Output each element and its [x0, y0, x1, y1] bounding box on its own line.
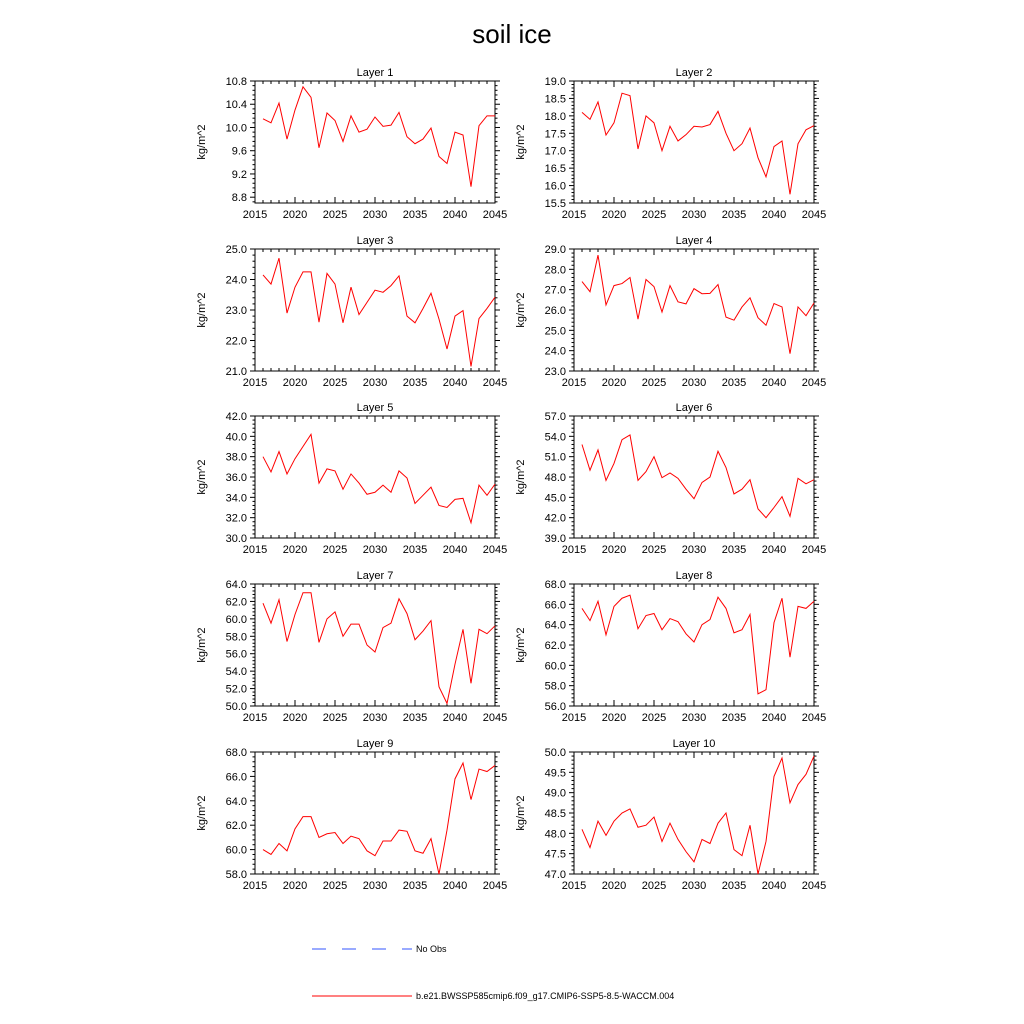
- y-tick-label: 10.0: [225, 122, 247, 135]
- y-tick-label: 48.5: [544, 808, 566, 820]
- x-tick-label: 2030: [681, 209, 707, 221]
- y-tick-label: 34.0: [225, 492, 247, 505]
- x-tick-label: 2015: [561, 544, 587, 556]
- panel-title: Layer 10: [672, 738, 716, 750]
- y-axis-label: kg/m^2: [515, 292, 527, 328]
- y-axis-label: kg/m^2: [515, 795, 527, 831]
- y-tick-label: 66.0: [225, 771, 247, 784]
- x-tick-label: 2020: [601, 377, 627, 389]
- y-tick-label: 30.0: [225, 533, 247, 545]
- y-tick-label: 23.0: [225, 305, 247, 317]
- x-tick-label: 2015: [242, 209, 268, 221]
- y-tick-label: 26.0: [544, 305, 566, 317]
- panel-layer-4: [515, 235, 826, 389]
- x-tick-label: 2020: [282, 209, 308, 221]
- y-tick-label: 62.0: [544, 640, 566, 652]
- x-tick-label: 2035: [721, 377, 747, 389]
- y-tick-label: 57.0: [544, 411, 566, 423]
- y-tick-label: 58.0: [544, 680, 566, 693]
- x-tick-label: 2035: [402, 209, 428, 221]
- y-tick-label: 62.0: [225, 820, 247, 833]
- x-tick-label: 2025: [322, 377, 348, 389]
- y-tick-label: 58.0: [225, 631, 247, 644]
- y-axis-label: kg/m^2: [196, 627, 208, 663]
- y-axis-label: kg/m^2: [515, 124, 527, 160]
- y-tick-label: 49.5: [544, 767, 566, 780]
- panel-layer-2: [515, 67, 826, 221]
- y-tick-label: 66.0: [544, 599, 566, 612]
- y-tick-label: 60.0: [225, 844, 247, 857]
- y-axis-label: kg/m^2: [196, 795, 208, 831]
- y-tick-label: 21.0: [225, 366, 247, 378]
- y-tick-label: 32.0: [225, 512, 247, 525]
- series-line: [263, 434, 495, 522]
- x-tick-label: 2035: [721, 880, 747, 892]
- x-tick-label: 2025: [641, 377, 667, 389]
- x-tick-label: 2025: [322, 712, 348, 724]
- panel-layer-1: [196, 67, 507, 221]
- y-tick-label: 47.5: [544, 848, 566, 861]
- x-tick-label: 2030: [681, 712, 707, 724]
- y-tick-label: 60.0: [544, 660, 566, 673]
- x-tick-label: 2030: [681, 880, 707, 892]
- series-line: [263, 258, 495, 366]
- y-axis-label: kg/m^2: [196, 459, 208, 495]
- x-tick-label: 2035: [721, 544, 747, 556]
- x-tick-label: 2025: [641, 209, 667, 221]
- x-tick-label: 2025: [322, 209, 348, 221]
- plot-frame: [574, 752, 814, 874]
- y-tick-label: 17.5: [544, 128, 566, 141]
- x-tick-label: 2020: [282, 712, 308, 724]
- y-tick-label: 15.5: [544, 198, 566, 210]
- x-tick-label: 2045: [482, 544, 508, 556]
- x-tick-label: 2030: [681, 544, 707, 556]
- x-tick-label: 2015: [242, 712, 268, 724]
- panel-layer-10: [515, 738, 826, 892]
- y-tick-label: 36.0: [225, 472, 247, 484]
- y-tick-label: 50.0: [544, 747, 566, 759]
- x-tick-label: 2025: [322, 544, 348, 556]
- x-tick-label: 2045: [801, 544, 827, 556]
- y-tick-label: 40.0: [225, 431, 247, 444]
- x-tick-label: 2040: [761, 712, 787, 724]
- y-tick-label: 42.0: [225, 411, 247, 423]
- x-tick-label: 2035: [402, 880, 428, 892]
- panel-title: Layer 5: [356, 402, 394, 414]
- y-tick-label: 56.0: [225, 648, 247, 661]
- x-tick-label: 2035: [721, 209, 747, 221]
- series-line: [582, 595, 814, 694]
- x-tick-label: 2045: [482, 209, 508, 221]
- x-tick-label: 2015: [242, 880, 268, 892]
- y-tick-label: 39.0: [544, 533, 566, 545]
- y-tick-label: 54.0: [225, 666, 247, 679]
- y-tick-label: 45.0: [544, 492, 566, 505]
- x-tick-label: 2030: [362, 712, 388, 724]
- panel-title: Layer 7: [356, 570, 394, 582]
- x-tick-label: 2035: [402, 377, 428, 389]
- panel-title: Layer 3: [356, 235, 394, 247]
- series-line: [582, 93, 814, 194]
- panel-title: Layer 8: [675, 570, 713, 582]
- y-tick-label: 54.0: [544, 431, 566, 444]
- x-tick-label: 2020: [282, 880, 308, 892]
- y-tick-label: 68.0: [225, 747, 247, 759]
- panel-layer-7: [196, 570, 507, 724]
- plot-frame: [574, 81, 814, 203]
- x-tick-label: 2030: [362, 377, 388, 389]
- y-tick-label: 28.0: [544, 264, 566, 277]
- x-tick-label: 2040: [761, 209, 787, 221]
- x-tick-label: 2020: [282, 377, 308, 389]
- x-tick-label: 2020: [601, 544, 627, 556]
- x-tick-label: 2030: [362, 880, 388, 892]
- x-tick-label: 2020: [601, 880, 627, 892]
- y-tick-label: 16.0: [544, 180, 566, 193]
- x-tick-label: 2015: [561, 209, 587, 221]
- y-tick-label: 64.0: [225, 795, 247, 808]
- y-tick-label: 18.5: [544, 93, 566, 106]
- x-tick-label: 2045: [482, 712, 508, 724]
- y-tick-label: 10.8: [225, 76, 247, 88]
- y-axis-label: kg/m^2: [515, 459, 527, 495]
- x-tick-label: 2040: [761, 544, 787, 556]
- y-tick-label: 48.0: [544, 828, 566, 841]
- x-tick-label: 2035: [402, 544, 428, 556]
- x-tick-label: 2035: [721, 712, 747, 724]
- x-tick-label: 2040: [442, 544, 468, 556]
- y-tick-label: 48.0: [544, 472, 566, 484]
- y-tick-label: 17.0: [544, 145, 566, 158]
- y-tick-label: 10.4: [225, 99, 247, 112]
- panel-layer-9: [196, 738, 507, 892]
- x-tick-label: 2045: [801, 712, 827, 724]
- series-line: [263, 87, 495, 187]
- x-tick-label: 2040: [761, 880, 787, 892]
- y-tick-label: 68.0: [544, 579, 566, 591]
- plot-frame: [255, 249, 495, 371]
- panel-title: Layer 2: [675, 67, 713, 79]
- y-tick-label: 8.8: [231, 192, 247, 205]
- plot-frame: [255, 81, 495, 203]
- plot-frame: [255, 416, 495, 538]
- series-line: [582, 435, 814, 518]
- y-tick-label: 25.0: [225, 244, 247, 256]
- y-tick-label: 64.0: [225, 579, 247, 591]
- y-tick-label: 27.0: [544, 284, 566, 297]
- panel-layer-5: [196, 402, 507, 556]
- x-tick-label: 2015: [561, 377, 587, 389]
- y-tick-label: 51.0: [544, 451, 566, 464]
- y-tick-label: 24.0: [544, 345, 566, 358]
- legend: [312, 944, 674, 1001]
- y-tick-label: 23.0: [544, 366, 566, 378]
- y-tick-label: 9.2: [231, 168, 247, 181]
- x-tick-label: 2040: [761, 377, 787, 389]
- x-tick-label: 2020: [601, 209, 627, 221]
- y-tick-label: 47.0: [544, 869, 566, 881]
- series-line: [263, 763, 495, 874]
- x-tick-label: 2035: [402, 712, 428, 724]
- x-tick-label: 2020: [601, 712, 627, 724]
- x-tick-label: 2015: [242, 377, 268, 389]
- y-tick-label: 56.0: [544, 701, 566, 713]
- y-tick-label: 38.0: [225, 451, 247, 464]
- series-line: [263, 593, 495, 704]
- y-tick-label: 50.0: [225, 701, 247, 713]
- y-tick-label: 29.0: [544, 244, 566, 256]
- y-axis-label: kg/m^2: [515, 627, 527, 663]
- y-tick-label: 64.0: [544, 619, 566, 632]
- x-tick-label: 2025: [641, 712, 667, 724]
- y-axis-label: kg/m^2: [196, 292, 208, 328]
- y-tick-label: 52.0: [225, 683, 247, 696]
- y-tick-label: 18.0: [544, 110, 566, 123]
- x-tick-label: 2045: [801, 377, 827, 389]
- series-line: [582, 756, 814, 874]
- x-tick-label: 2025: [641, 544, 667, 556]
- panel-layer-6: [515, 402, 826, 556]
- x-tick-label: 2045: [801, 209, 827, 221]
- plot-frame: [574, 584, 814, 706]
- y-tick-label: 49.0: [544, 787, 566, 800]
- x-tick-label: 2040: [442, 880, 468, 892]
- y-tick-label: 25.0: [544, 325, 566, 338]
- panel-title: Layer 9: [356, 738, 394, 750]
- series-line: [582, 255, 814, 354]
- y-tick-label: 24.0: [225, 274, 247, 287]
- y-tick-label: 58.0: [225, 869, 247, 881]
- legend-obs-label: No Obs: [416, 944, 447, 954]
- x-tick-label: 2045: [482, 880, 508, 892]
- plot-frame: [574, 249, 814, 371]
- x-tick-label: 2030: [362, 209, 388, 221]
- x-tick-label: 2015: [561, 880, 587, 892]
- y-tick-label: 62.0: [225, 596, 247, 609]
- figure-title: soil ice: [472, 19, 552, 49]
- x-tick-label: 2045: [801, 880, 827, 892]
- plot-frame: [574, 416, 814, 538]
- y-tick-label: 42.0: [544, 512, 566, 525]
- panel-layer-8: [515, 570, 826, 724]
- x-tick-label: 2030: [362, 544, 388, 556]
- x-tick-label: 2045: [482, 377, 508, 389]
- x-tick-label: 2025: [641, 880, 667, 892]
- y-axis-label: kg/m^2: [196, 124, 208, 160]
- y-tick-label: 16.5: [544, 163, 566, 176]
- y-tick-label: 19.0: [544, 76, 566, 88]
- panels: [196, 67, 826, 892]
- panel-title: Layer 4: [675, 235, 713, 247]
- panel-title: Layer 1: [356, 67, 394, 79]
- y-tick-label: 22.0: [225, 335, 247, 348]
- x-tick-label: 2030: [681, 377, 707, 389]
- x-tick-label: 2020: [282, 544, 308, 556]
- x-tick-label: 2040: [442, 377, 468, 389]
- x-tick-label: 2025: [322, 880, 348, 892]
- x-tick-label: 2015: [242, 544, 268, 556]
- y-tick-label: 60.0: [225, 613, 247, 626]
- legend-model-label: b.e21.BWSSP585cmip6.f09_g17.CMIP6-SSP5-8.5-WACCM.004: [416, 991, 675, 1001]
- panel-title: Layer 6: [675, 402, 713, 414]
- y-tick-label: 9.6: [231, 145, 247, 158]
- x-tick-label: 2015: [561, 712, 587, 724]
- x-tick-label: 2040: [442, 712, 468, 724]
- x-tick-label: 2040: [442, 209, 468, 221]
- panel-layer-3: [196, 235, 507, 389]
